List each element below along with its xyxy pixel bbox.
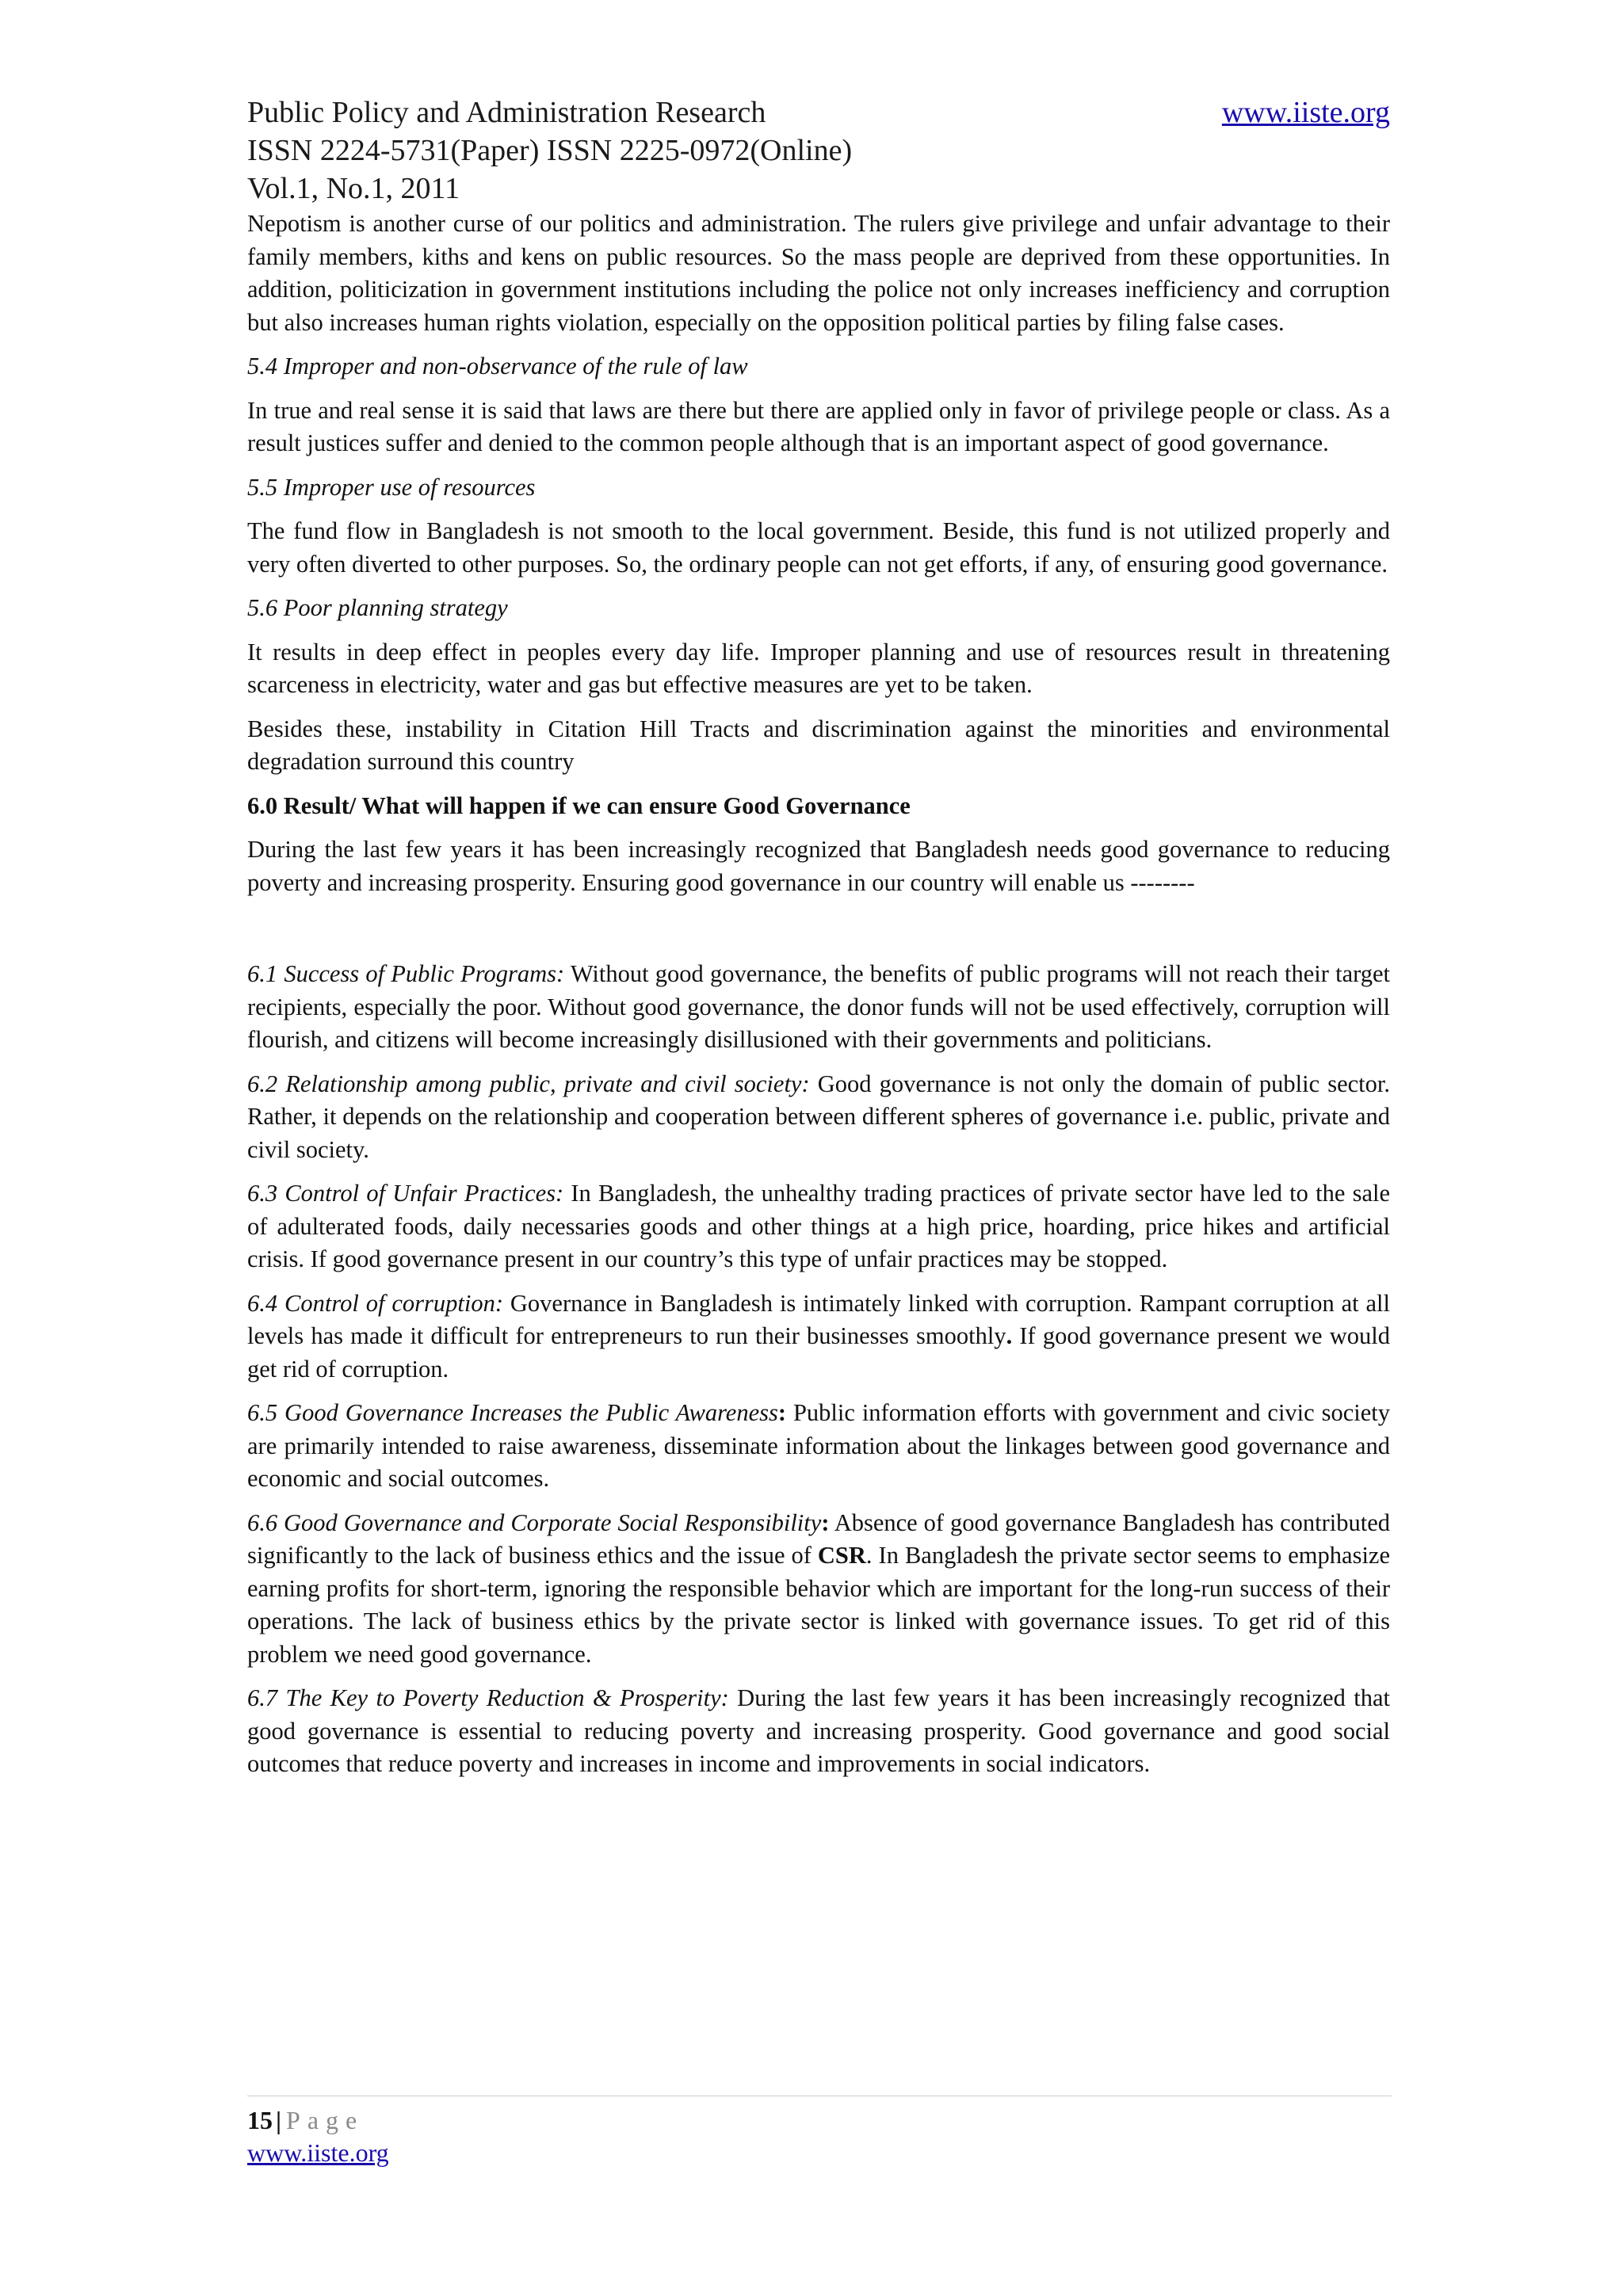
- volume-text: Vol.1, No.1, 2011: [247, 172, 460, 205]
- text-6-4-a: Governance in Bangladesh is intimately linked with corruption. Rampant corruption at all levels has made it difficult for entrepreneurs to run their businesses smoothly: [247, 1289, 1390, 1349]
- text-6-6-a: Absence of good governance Bangladesh has contributed significantly to the lack of business ethics and the issue of: [247, 1508, 1390, 1569]
- subsection-title-5-5: 5.5 Improper use of resources: [247, 473, 536, 501]
- footer-website-link[interactable]: www.iiste.org: [247, 2138, 389, 2167]
- subsection-title-6-4: 6.4 Control of corruption:: [247, 1289, 503, 1317]
- paragraph-6-3: [247, 1177, 1390, 1276]
- header-issn: [247, 132, 1390, 170]
- journal-title: Public Policy and Administration Research: [247, 96, 766, 129]
- text-6-7: During the last few years it has been increasingly recognized that good governance is essential to reducing poverty and increasing prosperity. Good governance and good social outcomes that reduce poverty and increases in income and improvements in social indicators.: [247, 1684, 1390, 1777]
- text-6-1: Without good governance, the benefits of public programs will not reach their target recipients, especially the poor. Without good governance, the donor funds will not be used effectively, corruption will flourish, and citizens will become increasingly disillusioned with their governments and politicians.: [247, 960, 1391, 1053]
- bold-colon-6-6: :: [821, 1508, 830, 1536]
- csr-bold: CSR: [817, 1542, 866, 1569]
- text-6-5: Public information efforts with government and civic society are primarily intended to raise awareness, disseminate information about the linkages between good governance and economic and social outcomes.: [247, 1399, 1390, 1492]
- subsection-title-6-6: 6.6 Good Governance and Corporate Social Responsibility: [247, 1508, 822, 1536]
- page-label: Page: [286, 2106, 365, 2134]
- paragraph-5-4: In true and real sense it is said that laws are there but there are applied only in favor of privilege people or class. As a result justices suffer and denied to the common people although that is an important aspect of good governance.: [247, 396, 1390, 456]
- subsection-title-5-4: 5.4 Improper and non-observance of the rule of law: [247, 353, 748, 379]
- paragraph-5-6: It results in deep effect in peoples every day life. Improper planning and use of resources result in threatening scarceness in electricity, water and gas but effective measures are yet to be taken.: [247, 638, 1390, 698]
- subsection-title-5-6: 5.6 Poor planning strategy: [247, 594, 508, 621]
- paragraph-6-7: [247, 1682, 1390, 1781]
- page: [247, 93, 1390, 1792]
- page-separator: |: [276, 2106, 282, 2134]
- paragraph-besides: Besides these, instability in Citation Hill Tracts and discrimination against the minorities and environmental degradation surround this country: [247, 715, 1390, 775]
- paragraph-6-intro: During the last few years it has been increasingly recognized that Bangladesh needs good governance to reducing poverty and increasing prosperity. Ensuring good governance in our country will enable us --------: [247, 836, 1390, 896]
- page-number-line: [247, 2104, 1392, 2136]
- bold-period: .: [1006, 1322, 1013, 1349]
- paragraph-nepotism: Nepotism is another curse of our politics and administration. The rulers give privilege and unfair advantage to their family members, kiths and kens on public resources. So the mass people are deprived from these opportunities. In addition, politicization in government institutions including the police not only increases inefficiency and corruption but also increases human rights violation, especially on the opposition political parties by filing false cases.: [247, 210, 1390, 336]
- page-number: 15: [247, 2106, 273, 2134]
- bold-colon-6-5: :: [777, 1399, 787, 1426]
- paragraph-6-6: [247, 1507, 1390, 1672]
- subsection-title-6-7: 6.7 The Key to Poverty Reduction & Prosperity:: [247, 1684, 729, 1711]
- subsection-title-6-1: 6.1 Success of Public Programs:: [247, 960, 565, 987]
- paragraph-6-5: [247, 1397, 1390, 1496]
- article-body: [247, 208, 1390, 1781]
- paragraph-6-2: [247, 1068, 1390, 1167]
- spacer: [247, 910, 1390, 958]
- text-6-3: In Bangladesh, the unhealthy trading practices of private sector have led to the sale of adulterated foods, daily necessaries goods and other things at a high price, hoarding, price hikes and artificial crisis. If good governance present in our country’s this type of unfair practices may be stopped.: [247, 1180, 1391, 1272]
- page-footer: [247, 2096, 1392, 2169]
- subsection-title-6-3: 6.3 Control of Unfair Practices:: [247, 1180, 564, 1207]
- journal-header: [247, 93, 1390, 208]
- paragraph-6-1: [247, 958, 1390, 1057]
- issn-text: ISSN 2224-5731(Paper) ISSN 2225-0972(Online): [247, 134, 853, 167]
- paragraph-6-4: [247, 1287, 1390, 1386]
- subsection-title-6-5: 6.5 Good Governance Increases the Public Awareness: [247, 1399, 778, 1426]
- text-6-6-b: . In Bangladesh the private sector seems to emphasize earning profits for short-term, ignoring the responsible behavior which are important for the long-run success of their operations. The lack of business ethics by the private sector is linked with governance issues. To get rid of this problem we need good governance.: [247, 1542, 1390, 1668]
- text-6-4-b: If good governance present we would get rid of corruption.: [247, 1322, 1391, 1383]
- section-heading-6: 6.0 Result/ What will happen if we can ensure Good Governance: [247, 791, 911, 819]
- subsection-title-6-2: 6.2 Relationship among public, private and civil society:: [247, 1070, 810, 1097]
- header-volume: [247, 170, 1390, 208]
- paragraph-5-5: The fund flow in Bangladesh is not smooth to the local government. Beside, this fund is not utilized properly and very often diverted to other purposes. So, the ordinary people can not get efforts, if any, of ensuring good governance.: [247, 517, 1390, 578]
- text-6-2: Good governance is not only the domain of public sector. Rather, it depends on the relationship and cooperation between different spheres of governance i.e. public, private and civil society.: [247, 1070, 1391, 1163]
- header-line-1: [247, 93, 1390, 132]
- header-website-link[interactable]: www.iiste.org: [1221, 96, 1390, 129]
